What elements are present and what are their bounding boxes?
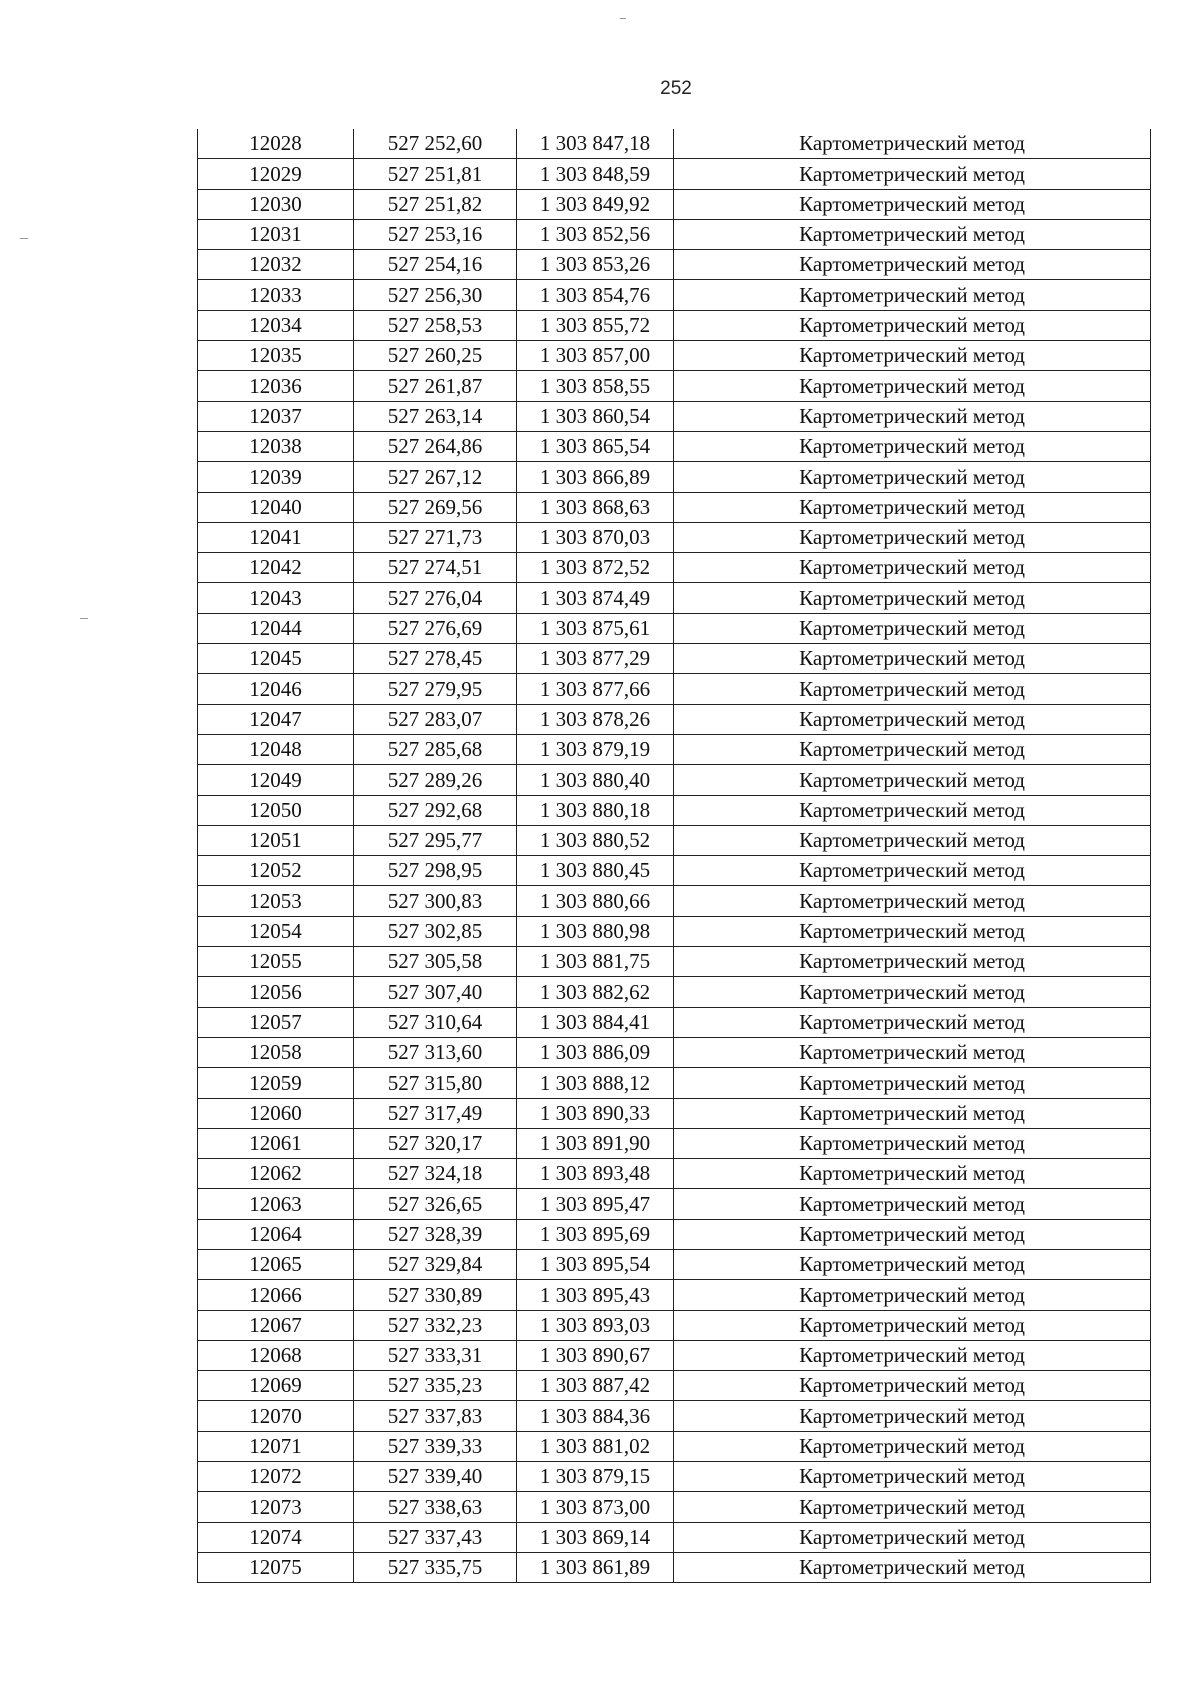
- table-row: [198, 522, 1151, 552]
- method-cell: Картометрический метод: [674, 492, 1151, 522]
- x-coordinate-cell: 527 251,82: [354, 189, 517, 219]
- y-coordinate-cell: 1 303 893,03: [517, 1310, 674, 1340]
- table-row: [198, 371, 1151, 401]
- point-number-cell: 12040: [198, 492, 354, 522]
- y-coordinate-cell: 1 303 866,89: [517, 462, 674, 492]
- method-cell: Картометрический метод: [674, 674, 1151, 704]
- table-row: [198, 1007, 1151, 1037]
- x-coordinate-cell: 527 338,63: [354, 1492, 517, 1522]
- x-coordinate-cell: 527 337,83: [354, 1401, 517, 1431]
- x-coordinate-cell: 527 333,31: [354, 1340, 517, 1370]
- point-number-cell: 12036: [198, 371, 354, 401]
- table-row: [198, 219, 1151, 249]
- table-row: [198, 310, 1151, 340]
- y-coordinate-cell: 1 303 881,02: [517, 1431, 674, 1461]
- x-coordinate-cell: 527 313,60: [354, 1037, 517, 1067]
- y-coordinate-cell: 1 303 880,18: [517, 795, 674, 825]
- y-coordinate-cell: 1 303 870,03: [517, 522, 674, 552]
- table-row: [198, 401, 1151, 431]
- y-coordinate-cell: 1 303 880,40: [517, 765, 674, 795]
- point-number-cell: 12031: [198, 219, 354, 249]
- method-cell: Картометрический метод: [674, 977, 1151, 1007]
- x-coordinate-cell: 527 253,16: [354, 219, 517, 249]
- point-number-cell: 12052: [198, 856, 354, 886]
- coordinates-table-body: [198, 129, 1151, 1583]
- x-coordinate-cell: 527 298,95: [354, 856, 517, 886]
- method-cell: Картометрический метод: [674, 856, 1151, 886]
- point-number-cell: 12053: [198, 886, 354, 916]
- x-coordinate-cell: 527 300,83: [354, 886, 517, 916]
- table-row: [198, 462, 1151, 492]
- x-coordinate-cell: 527 269,56: [354, 492, 517, 522]
- table-row: [198, 1340, 1151, 1370]
- point-number-cell: 12066: [198, 1280, 354, 1310]
- x-coordinate-cell: 527 295,77: [354, 825, 517, 855]
- x-coordinate-cell: 527 276,04: [354, 583, 517, 613]
- table-row: [198, 583, 1151, 613]
- y-coordinate-cell: 1 303 860,54: [517, 401, 674, 431]
- method-cell: Картометрический метод: [674, 310, 1151, 340]
- x-coordinate-cell: 527 330,89: [354, 1280, 517, 1310]
- point-number-cell: 12070: [198, 1401, 354, 1431]
- point-number-cell: 12063: [198, 1189, 354, 1219]
- x-coordinate-cell: 527 292,68: [354, 795, 517, 825]
- x-coordinate-cell: 527 251,81: [354, 159, 517, 189]
- table-row: [198, 704, 1151, 734]
- point-number-cell: 12058: [198, 1037, 354, 1067]
- method-cell: Картометрический метод: [674, 1552, 1151, 1582]
- point-number-cell: 12074: [198, 1522, 354, 1552]
- point-number-cell: 12032: [198, 250, 354, 280]
- y-coordinate-cell: 1 303 887,42: [517, 1371, 674, 1401]
- y-coordinate-cell: 1 303 858,55: [517, 371, 674, 401]
- x-coordinate-cell: 527 339,33: [354, 1431, 517, 1461]
- point-number-cell: 12048: [198, 734, 354, 764]
- y-coordinate-cell: 1 303 890,67: [517, 1340, 674, 1370]
- point-number-cell: 12073: [198, 1492, 354, 1522]
- method-cell: Картометрический метод: [674, 250, 1151, 280]
- table-row: [198, 189, 1151, 219]
- y-coordinate-cell: 1 303 884,41: [517, 1007, 674, 1037]
- y-coordinate-cell: 1 303 888,12: [517, 1068, 674, 1098]
- method-cell: Картометрический метод: [674, 129, 1151, 159]
- x-coordinate-cell: 527 283,07: [354, 704, 517, 734]
- table-row: [198, 1371, 1151, 1401]
- method-cell: Картометрический метод: [674, 613, 1151, 643]
- point-number-cell: 12034: [198, 310, 354, 340]
- x-coordinate-cell: 527 278,45: [354, 644, 517, 674]
- method-cell: Картометрический метод: [674, 734, 1151, 764]
- scan-speck: [20, 238, 28, 239]
- point-number-cell: 12051: [198, 825, 354, 855]
- method-cell: Картометрический метод: [674, 341, 1151, 371]
- table-row: [198, 492, 1151, 522]
- y-coordinate-cell: 1 303 882,62: [517, 977, 674, 1007]
- method-cell: Картометрический метод: [674, 1462, 1151, 1492]
- method-cell: Картометрический метод: [674, 1340, 1151, 1370]
- method-cell: Картометрический метод: [674, 1310, 1151, 1340]
- point-number-cell: 12075: [198, 1552, 354, 1582]
- point-number-cell: 12056: [198, 977, 354, 1007]
- table-row: [198, 947, 1151, 977]
- page-number: 252: [660, 78, 692, 99]
- table-row: [198, 765, 1151, 795]
- point-number-cell: 12060: [198, 1098, 354, 1128]
- table-row: [198, 1492, 1151, 1522]
- table-row: [198, 1522, 1151, 1552]
- table-row: [198, 1280, 1151, 1310]
- method-cell: Картометрический метод: [674, 462, 1151, 492]
- table-row: [198, 129, 1151, 159]
- y-coordinate-cell: 1 303 879,15: [517, 1462, 674, 1492]
- table-row: [198, 734, 1151, 764]
- x-coordinate-cell: 527 305,58: [354, 947, 517, 977]
- table-row: [198, 1098, 1151, 1128]
- point-number-cell: 12054: [198, 916, 354, 946]
- x-coordinate-cell: 527 315,80: [354, 1068, 517, 1098]
- y-coordinate-cell: 1 303 893,48: [517, 1159, 674, 1189]
- y-coordinate-cell: 1 303 847,18: [517, 129, 674, 159]
- point-number-cell: 12047: [198, 704, 354, 734]
- table-row: [198, 977, 1151, 1007]
- point-number-cell: 12041: [198, 522, 354, 552]
- method-cell: Картометрический метод: [674, 159, 1151, 189]
- x-coordinate-cell: 527 267,12: [354, 462, 517, 492]
- point-number-cell: 12030: [198, 189, 354, 219]
- table-row: [198, 795, 1151, 825]
- point-number-cell: 12049: [198, 765, 354, 795]
- method-cell: Картометрический метод: [674, 1159, 1151, 1189]
- x-coordinate-cell: 527 337,43: [354, 1522, 517, 1552]
- x-coordinate-cell: 527 252,60: [354, 129, 517, 159]
- x-coordinate-cell: 527 289,26: [354, 765, 517, 795]
- y-coordinate-cell: 1 303 853,26: [517, 250, 674, 280]
- point-number-cell: 12059: [198, 1068, 354, 1098]
- x-coordinate-cell: 527 329,84: [354, 1249, 517, 1279]
- method-cell: Картометрический метод: [674, 916, 1151, 946]
- method-cell: Картометрический метод: [674, 1401, 1151, 1431]
- table-row: [198, 280, 1151, 310]
- y-coordinate-cell: 1 303 875,61: [517, 613, 674, 643]
- x-coordinate-cell: 527 276,69: [354, 613, 517, 643]
- x-coordinate-cell: 527 335,75: [354, 1552, 517, 1582]
- x-coordinate-cell: 527 261,87: [354, 371, 517, 401]
- method-cell: Картометрический метод: [674, 280, 1151, 310]
- scan-speck: [620, 18, 626, 19]
- x-coordinate-cell: 527 279,95: [354, 674, 517, 704]
- x-coordinate-cell: 527 254,16: [354, 250, 517, 280]
- table-row: [198, 1068, 1151, 1098]
- table-row: [198, 1189, 1151, 1219]
- method-cell: Картометрический метод: [674, 1098, 1151, 1128]
- point-number-cell: 12055: [198, 947, 354, 977]
- y-coordinate-cell: 1 303 848,59: [517, 159, 674, 189]
- point-number-cell: 12067: [198, 1310, 354, 1340]
- point-number-cell: 12039: [198, 462, 354, 492]
- method-cell: Картометрический метод: [674, 1189, 1151, 1219]
- x-coordinate-cell: 527 264,86: [354, 431, 517, 461]
- x-coordinate-cell: 527 263,14: [354, 401, 517, 431]
- y-coordinate-cell: 1 303 880,52: [517, 825, 674, 855]
- y-coordinate-cell: 1 303 879,19: [517, 734, 674, 764]
- method-cell: Картометрический метод: [674, 795, 1151, 825]
- x-coordinate-cell: 527 317,49: [354, 1098, 517, 1128]
- x-coordinate-cell: 527 285,68: [354, 734, 517, 764]
- x-coordinate-cell: 527 258,53: [354, 310, 517, 340]
- y-coordinate-cell: 1 303 886,09: [517, 1037, 674, 1067]
- point-number-cell: 12061: [198, 1128, 354, 1158]
- method-cell: Картометрический метод: [674, 765, 1151, 795]
- point-number-cell: 12033: [198, 280, 354, 310]
- method-cell: Картометрический метод: [674, 401, 1151, 431]
- table-row: [198, 431, 1151, 461]
- y-coordinate-cell: 1 303 869,14: [517, 1522, 674, 1552]
- y-coordinate-cell: 1 303 895,69: [517, 1219, 674, 1249]
- method-cell: Картометрический метод: [674, 1219, 1151, 1249]
- x-coordinate-cell: 527 332,23: [354, 1310, 517, 1340]
- x-coordinate-cell: 527 260,25: [354, 341, 517, 371]
- y-coordinate-cell: 1 303 852,56: [517, 219, 674, 249]
- method-cell: Картометрический метод: [674, 1037, 1151, 1067]
- point-number-cell: 12043: [198, 583, 354, 613]
- y-coordinate-cell: 1 303 880,66: [517, 886, 674, 916]
- method-cell: Картометрический метод: [674, 1280, 1151, 1310]
- method-cell: Картометрический метод: [674, 583, 1151, 613]
- y-coordinate-cell: 1 303 890,33: [517, 1098, 674, 1128]
- table-row: [198, 1431, 1151, 1461]
- point-number-cell: 12069: [198, 1371, 354, 1401]
- x-coordinate-cell: 527 310,64: [354, 1007, 517, 1037]
- table-row: [198, 250, 1151, 280]
- table-row: [198, 341, 1151, 371]
- point-number-cell: 12057: [198, 1007, 354, 1037]
- table-row: [198, 1249, 1151, 1279]
- table-row: [198, 1037, 1151, 1067]
- y-coordinate-cell: 1 303 880,45: [517, 856, 674, 886]
- x-coordinate-cell: 527 271,73: [354, 522, 517, 552]
- point-number-cell: 12035: [198, 341, 354, 371]
- y-coordinate-cell: 1 303 877,66: [517, 674, 674, 704]
- coordinates-table: [197, 129, 1151, 1583]
- point-number-cell: 12050: [198, 795, 354, 825]
- method-cell: Картометрический метод: [674, 1249, 1151, 1279]
- table-row: [198, 825, 1151, 855]
- point-number-cell: 12062: [198, 1159, 354, 1189]
- y-coordinate-cell: 1 303 872,52: [517, 553, 674, 583]
- method-cell: Картометрический метод: [674, 947, 1151, 977]
- table-row: [198, 553, 1151, 583]
- coordinates-table-container: [197, 129, 1146, 1583]
- x-coordinate-cell: 527 335,23: [354, 1371, 517, 1401]
- x-coordinate-cell: 527 302,85: [354, 916, 517, 946]
- point-number-cell: 12065: [198, 1249, 354, 1279]
- method-cell: Картометрический метод: [674, 431, 1151, 461]
- point-number-cell: 12064: [198, 1219, 354, 1249]
- table-row: [198, 674, 1151, 704]
- point-number-cell: 12042: [198, 553, 354, 583]
- method-cell: Картометрический метод: [674, 1492, 1151, 1522]
- x-coordinate-cell: 527 307,40: [354, 977, 517, 1007]
- table-row: [198, 856, 1151, 886]
- y-coordinate-cell: 1 303 861,89: [517, 1552, 674, 1582]
- method-cell: Картометрический метод: [674, 644, 1151, 674]
- y-coordinate-cell: 1 303 895,47: [517, 1189, 674, 1219]
- table-row: [198, 1310, 1151, 1340]
- y-coordinate-cell: 1 303 873,00: [517, 1492, 674, 1522]
- method-cell: Картометрический метод: [674, 825, 1151, 855]
- point-number-cell: 12038: [198, 431, 354, 461]
- method-cell: Картометрический метод: [674, 704, 1151, 734]
- method-cell: Картометрический метод: [674, 1068, 1151, 1098]
- table-row: [198, 159, 1151, 189]
- y-coordinate-cell: 1 303 895,54: [517, 1249, 674, 1279]
- method-cell: Картометрический метод: [674, 553, 1151, 583]
- point-number-cell: 12028: [198, 129, 354, 159]
- table-row: [198, 1462, 1151, 1492]
- method-cell: Картометрический метод: [674, 189, 1151, 219]
- x-coordinate-cell: 527 328,39: [354, 1219, 517, 1249]
- y-coordinate-cell: 1 303 880,98: [517, 916, 674, 946]
- y-coordinate-cell: 1 303 891,90: [517, 1128, 674, 1158]
- point-number-cell: 12071: [198, 1431, 354, 1461]
- method-cell: Картометрический метод: [674, 1007, 1151, 1037]
- x-coordinate-cell: 527 326,65: [354, 1189, 517, 1219]
- point-number-cell: 12045: [198, 644, 354, 674]
- method-cell: Картометрический метод: [674, 219, 1151, 249]
- point-number-cell: 12029: [198, 159, 354, 189]
- table-row: [198, 613, 1151, 643]
- method-cell: Картометрический метод: [674, 1371, 1151, 1401]
- method-cell: Картометрический метод: [674, 1431, 1151, 1461]
- x-coordinate-cell: 527 256,30: [354, 280, 517, 310]
- x-coordinate-cell: 527 274,51: [354, 553, 517, 583]
- point-number-cell: 12072: [198, 1462, 354, 1492]
- method-cell: Картометрический метод: [674, 371, 1151, 401]
- y-coordinate-cell: 1 303 884,36: [517, 1401, 674, 1431]
- y-coordinate-cell: 1 303 878,26: [517, 704, 674, 734]
- y-coordinate-cell: 1 303 874,49: [517, 583, 674, 613]
- table-row: [198, 886, 1151, 916]
- y-coordinate-cell: 1 303 855,72: [517, 310, 674, 340]
- y-coordinate-cell: 1 303 881,75: [517, 947, 674, 977]
- x-coordinate-cell: 527 339,40: [354, 1462, 517, 1492]
- table-row: [198, 644, 1151, 674]
- table-row: [198, 1128, 1151, 1158]
- x-coordinate-cell: 527 324,18: [354, 1159, 517, 1189]
- y-coordinate-cell: 1 303 854,76: [517, 280, 674, 310]
- y-coordinate-cell: 1 303 877,29: [517, 644, 674, 674]
- table-row: [198, 1219, 1151, 1249]
- y-coordinate-cell: 1 303 868,63: [517, 492, 674, 522]
- scan-speck: [80, 618, 88, 619]
- table-row: [198, 1552, 1151, 1582]
- method-cell: Картометрический метод: [674, 1522, 1151, 1552]
- point-number-cell: 12046: [198, 674, 354, 704]
- y-coordinate-cell: 1 303 895,43: [517, 1280, 674, 1310]
- point-number-cell: 12068: [198, 1340, 354, 1370]
- y-coordinate-cell: 1 303 849,92: [517, 189, 674, 219]
- method-cell: Картометрический метод: [674, 1128, 1151, 1158]
- table-row: [198, 1401, 1151, 1431]
- method-cell: Картометрический метод: [674, 522, 1151, 552]
- table-row: [198, 916, 1151, 946]
- point-number-cell: 12044: [198, 613, 354, 643]
- x-coordinate-cell: 527 320,17: [354, 1128, 517, 1158]
- y-coordinate-cell: 1 303 865,54: [517, 431, 674, 461]
- method-cell: Картометрический метод: [674, 886, 1151, 916]
- table-row: [198, 1159, 1151, 1189]
- point-number-cell: 12037: [198, 401, 354, 431]
- y-coordinate-cell: 1 303 857,00: [517, 341, 674, 371]
